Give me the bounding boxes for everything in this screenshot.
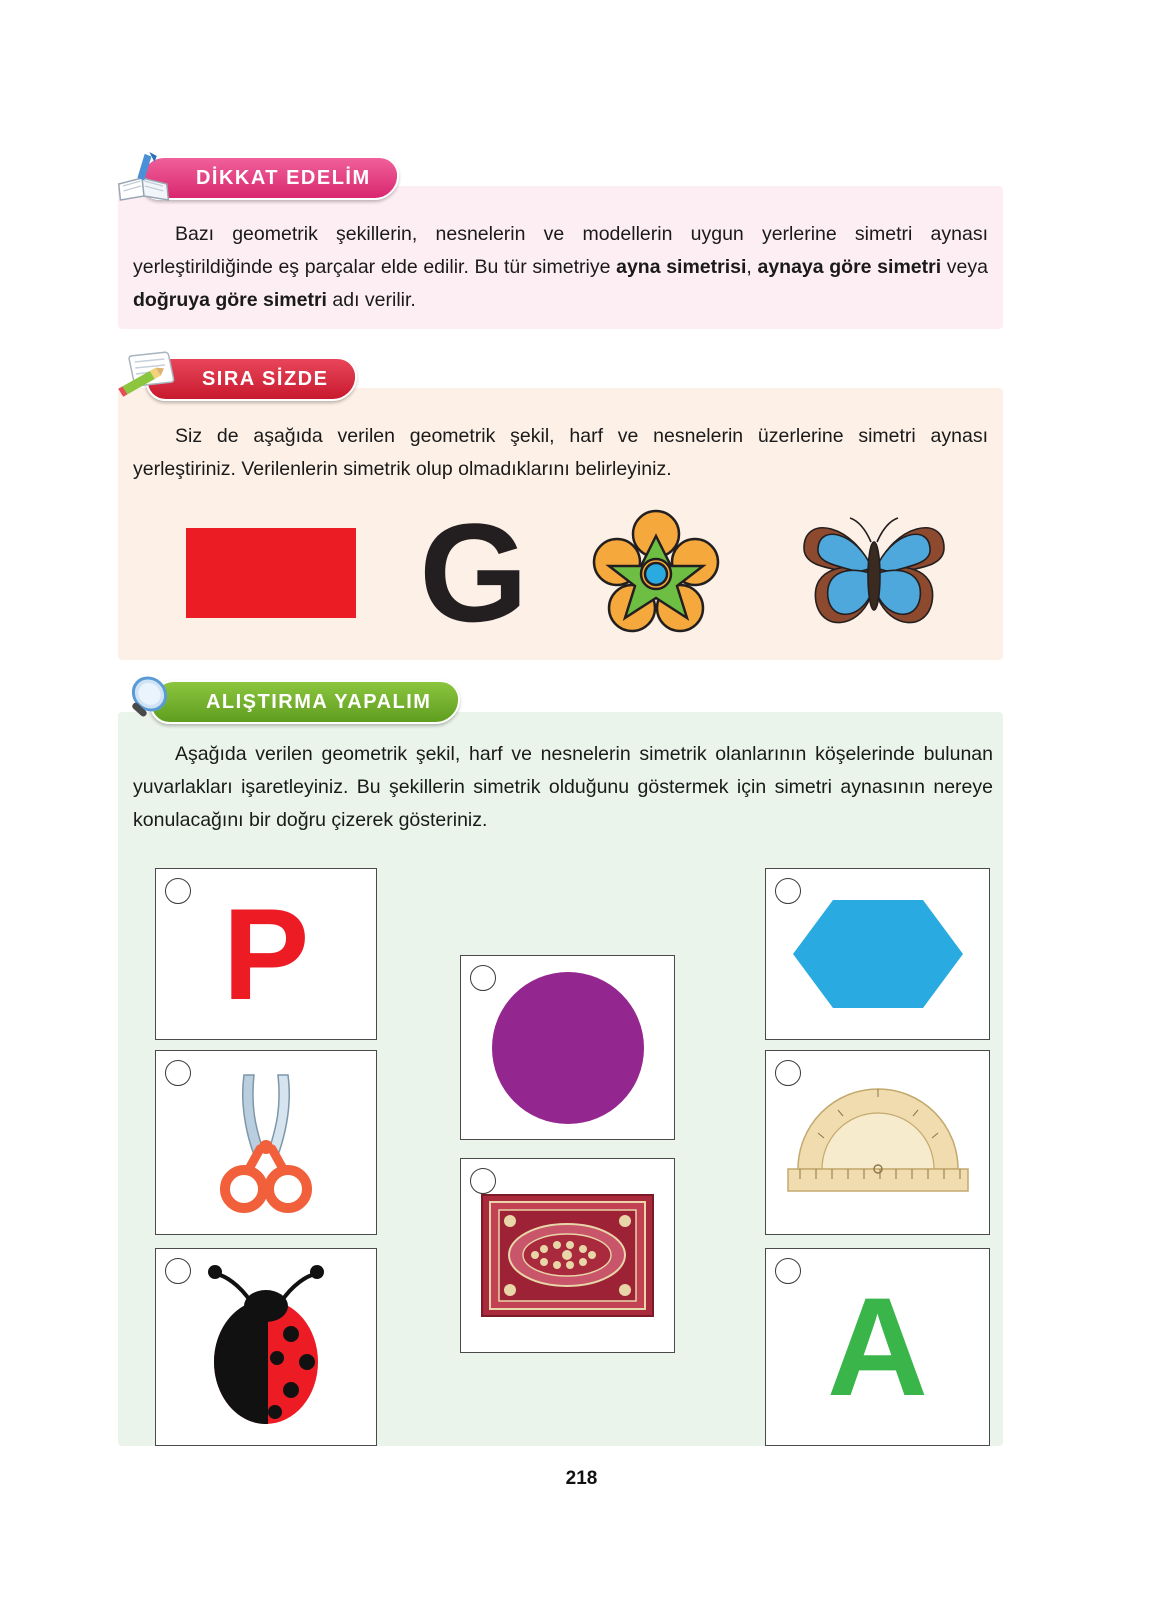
- card-hexagon[interactable]: [765, 868, 990, 1040]
- card-protractor[interactable]: [765, 1050, 990, 1235]
- dikkat-edelim-paragraph: [133, 218, 988, 317]
- card-letter-a-art: [766, 1249, 989, 1445]
- card-letter-a[interactable]: [765, 1248, 990, 1446]
- alistirma-yapalim-banner-label: ALIŞTIRMA YAPALIM: [206, 690, 432, 713]
- open-book-icon: [109, 150, 177, 204]
- alistirma-yapalim-paragraph-text: Aşağıda verilen geometrik şekil, harf ve nesnelerin simetrik olanlarının köşelerinde bulunan yuvarlakları işaretleyiniz. Bu şekillerin simetrik olduğunu göstermek için simetri aynasının nereye konulacağını bir doğru çizerek gösteriniz.: [133, 743, 993, 831]
- notepad-pencil-icon: [113, 348, 181, 402]
- figure-letter-g: G: [419, 494, 529, 651]
- sira-sizde-paragraph: [133, 420, 988, 486]
- sira-sizde-banner-label: SIRA SİZDE: [202, 367, 329, 390]
- circle-shape: [488, 968, 648, 1128]
- carpet-icon: [480, 1193, 655, 1318]
- dikkat-edelim-banner-label: DİKKAT EDELİM: [196, 166, 371, 189]
- scissors-icon: [206, 1063, 326, 1223]
- dikkat-text-part-2: ,: [746, 256, 758, 278]
- card-carpet[interactable]: [460, 1158, 675, 1353]
- sira-sizde-paragraph-text: Siz de aşağıda verilen geometrik şekil, harf ve nesnelerin üzerlerine simetri aynası yerleştiriniz. Verilenlerin simetrik olup olmadıklarını belirleyiniz.: [133, 425, 988, 480]
- ladybug-icon: [191, 1262, 341, 1432]
- card-circle[interactable]: [460, 955, 675, 1140]
- card-scissors[interactable]: [155, 1050, 377, 1235]
- figure-blue-butterfly: [794, 506, 954, 641]
- card-ladybug[interactable]: [155, 1248, 377, 1446]
- dikkat-text-part-4: adı verilir.: [326, 289, 416, 311]
- card-ladybug-art: [156, 1249, 376, 1445]
- figure-orange-flower: [591, 508, 721, 638]
- dikkat-text-bold-3: doğruya göre simetri: [133, 289, 327, 311]
- card-scissors-art: [156, 1051, 376, 1234]
- letter-a-glyph: A: [826, 1268, 929, 1425]
- card-hexagon-art: [766, 869, 989, 1039]
- card-carpet-art: [461, 1159, 674, 1352]
- alistirma-yapalim-banner: [148, 680, 462, 724]
- card-letter-p-art: [156, 869, 376, 1039]
- magnifier-icon: [117, 672, 185, 726]
- protractor-icon: [778, 1083, 978, 1203]
- dikkat-text-bold-1: ayna simetrisi: [616, 256, 747, 278]
- dikkat-edelim-banner: [138, 156, 401, 200]
- figure-red-rectangle: [186, 528, 356, 618]
- page-number: 218: [565, 1468, 598, 1489]
- dikkat-text-part-3: veya: [941, 256, 988, 278]
- letter-p-glyph: P: [222, 881, 310, 1027]
- dikkat-text-part-1: Bazı geometrik şekillerin, nesnelerin ve modellerin uygun yerlerine simetri aynası yerleştirildiğinde eş parçalar elde edilir. Bu tür simetriye: [133, 223, 988, 278]
- card-letter-p[interactable]: [155, 868, 377, 1040]
- dikkat-text-bold-2: aynaya göre simetri: [757, 256, 942, 278]
- hexagon-shape: [788, 894, 968, 1014]
- card-circle-art: [461, 956, 674, 1139]
- card-protractor-art: [766, 1051, 989, 1234]
- sira-sizde-figure-row: [150, 494, 990, 651]
- alistirma-yapalim-paragraph: [133, 738, 993, 837]
